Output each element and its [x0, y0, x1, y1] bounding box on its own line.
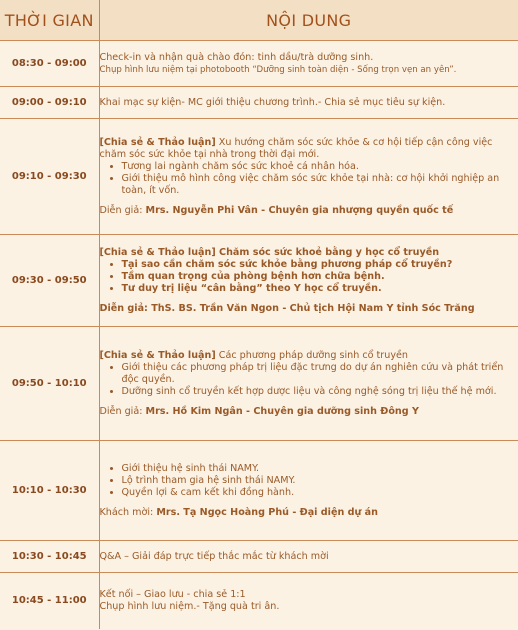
session-tag: [Chia sẻ & Thảo luận] [99, 246, 216, 258]
list-item: • Giới thiệu hệ sinh thái NAMY. [122, 463, 518, 475]
bullet-list [100, 463, 518, 499]
schedule-row [0, 541, 518, 573]
speaker-line [100, 303, 518, 315]
row-content [99, 541, 518, 573]
row-line: Chụp hình lưu niệm.- Tặng quà tri ân. [99, 600, 280, 612]
bullet-list [100, 362, 518, 398]
speaker-name: ThS. BS. Trần Văn Ngon - Chủ tịch Hội Nam Y tỉnh Sóc Trăng [151, 302, 475, 314]
row-content [99, 87, 518, 119]
row-time: 09:50 - 10:10 [0, 327, 99, 441]
schedule-row [0, 441, 518, 541]
row-time: 09:30 - 09:50 [0, 235, 99, 327]
list-item: • Tư duy trị liệu “cân bằng” theo Y học cổ truyền. [122, 283, 518, 295]
row-line: Check-in và nhận quà chào đón: tinh dầu/trà dưỡng sinh. [99, 51, 374, 63]
list-item: • Giới thiệu các phương pháp trị liệu đặc trưng do dự án nghiên cứu và phát triển độc quyền. [122, 362, 518, 386]
session-title-text: Xu hướng chăm sóc sức khỏe & cơ hội tiếp cận công việc chăm sóc sức khỏe tại nhà trong thời đại mới. [99, 136, 493, 160]
content-header: NỘI DUNG [99, 0, 518, 41]
session-title-text: Chăm sóc sức khoẻ bằng y học cổ truyền [215, 246, 440, 258]
speaker-label: Diễn giả: [99, 405, 146, 417]
speaker-label: Khách mời: [99, 506, 157, 518]
row-line: Chụp hình lưu niệm tại photobooth “Dưỡng sinh toàn diện - Sống trọn vẹn an yên”. [99, 64, 457, 75]
schedule-row [0, 87, 518, 119]
list-item: • Tại sao cần chăm sóc sức khỏe bằng phương pháp cổ truyền? [122, 259, 518, 271]
speaker-name: Mrs. Hồ Kim Ngân - Chuyên gia dưỡng sinh Đông Y [145, 405, 419, 417]
schedule-row [0, 41, 518, 87]
time-header: THỜI GIAN [0, 0, 99, 41]
row-content [99, 41, 518, 87]
row-content [99, 235, 518, 327]
row-content [99, 573, 518, 629]
row-time: 09:00 - 09:10 [0, 87, 99, 119]
speaker-line [100, 406, 518, 418]
speaker-line [100, 507, 518, 519]
list-item: • Tương lai ngành chăm sóc sức khoẻ cá nhân hóa. [122, 161, 518, 173]
row-content [99, 327, 518, 441]
row-time: 08:30 - 09:00 [0, 41, 99, 87]
session-tag: [Chia sẻ & Thảo luận] [99, 136, 216, 148]
speaker-label: Diễn giả: [99, 204, 146, 216]
row-time: 09:10 - 09:30 [0, 119, 99, 235]
row-time: 10:10 - 10:30 [0, 441, 99, 541]
session-title [100, 247, 518, 259]
row-time: 10:30 - 10:45 [0, 541, 99, 573]
speaker-name: Mrs. Tạ Ngọc Hoàng Phú - Đại diện dự án [156, 506, 378, 518]
session-title-text: Các phương pháp dưỡng sinh cổ truyền [215, 349, 408, 361]
row-line: Khai mạc sự kiện- MC giới thiệu chương trình.- Chia sẻ mục tiêu sự kiện. [99, 96, 446, 108]
list-item: • Dưỡng sinh cổ truyền kết hợp dược liệu và công nghệ sóng trị liệu thế hệ mới. [122, 386, 518, 398]
bullet-list [100, 259, 518, 295]
schedule-row [0, 327, 518, 441]
row-content [99, 119, 518, 235]
list-item: • Quyền lợi & cam kết khi đồng hành. [122, 487, 518, 499]
row-line: Kết nối – Giao lưu - chia sẻ 1:1 [99, 588, 246, 600]
session-tag: [Chia sẻ & Thảo luận] [99, 349, 216, 361]
schedule-row [0, 235, 518, 327]
schedule-row [0, 573, 518, 629]
schedule-row [0, 119, 518, 235]
list-item: • Giới thiệu mô hình công việc chăm sóc sức khỏe tại nhà: cơ hội khởi nghiệp an toàn, ít vốn. [122, 173, 518, 197]
bullet-list [100, 161, 518, 197]
speaker-line [100, 205, 518, 217]
list-item: • Tầm quan trọng của phòng bệnh hơn chữa bệnh. [122, 271, 518, 283]
row-time: 10:45 - 11:00 [0, 573, 99, 629]
speaker-name: Mrs. Nguyễn Phi Vân - Chuyên gia nhượng quyền quốc tế [145, 204, 454, 216]
header-row [0, 0, 518, 41]
session-title [100, 137, 518, 161]
speaker-label: Diễn giả: [99, 302, 152, 314]
row-content [99, 441, 518, 541]
list-item: • Lộ trình tham gia hệ sinh thái NAMY. [122, 475, 518, 487]
session-title [100, 350, 518, 362]
row-line: Q&A – Giải đáp trực tiếp thắc mắc từ khách mời [99, 550, 329, 562]
